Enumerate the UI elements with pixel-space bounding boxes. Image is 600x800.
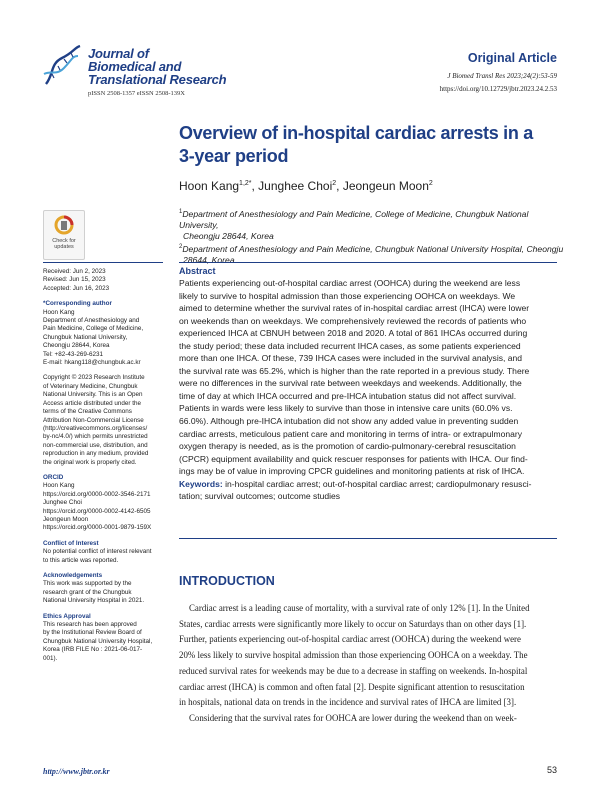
badge-line: Check for	[52, 238, 76, 244]
info-line: Attribution Non-Commercial License	[43, 416, 144, 424]
section-heading: Acknowledgements	[43, 572, 103, 579]
section-heading: Ethics Approval	[43, 612, 91, 620]
article-dates	[43, 268, 171, 293]
corresponding-author	[43, 300, 171, 367]
info-line: Copyright © 2023 Research Institute	[43, 374, 145, 382]
journal-name-line: Journal of	[88, 46, 149, 61]
introduction-heading: INTRODUCTION	[179, 574, 275, 588]
journal-logo-dna-icon	[40, 44, 84, 88]
orcid-link[interactable]: https://orcid.org/0000-0001-9879-159X	[43, 524, 152, 532]
abstract-line: more than one IHCA. Of these, 739 IHCA cases were included in the survival analysis, and	[179, 353, 523, 364]
author-affiliation-mark: 2	[428, 180, 433, 187]
paper-title-line: Overview of in-hospital cardiac arrests in a	[179, 123, 533, 143]
info-line: This work was supported by the	[43, 580, 132, 588]
info-line: to this article was reported.	[43, 556, 119, 564]
abstract-line: Patients experiencing out-of-hospital cardiac arrest (OOHCA) during the weekend are less	[179, 278, 521, 288]
orcid-author: Jeongeun Moon	[43, 515, 89, 523]
license-link[interactable]: (http://creativecommons.org/licenses/	[43, 424, 148, 432]
page-number: 53	[546, 765, 557, 775]
intro-line: in hospitals, national data on trends in the incidence and survival rates of IHCA are limited [3].	[179, 697, 517, 708]
info-line: Pain Medicine, College of Medicine,	[43, 325, 144, 333]
intro-line: cardiac arrest (IHCA) is common and often fatal [2]. Despite significant attention to resuscitation	[179, 681, 525, 692]
abstract-line: the survival rate was 65.2%, which is higher than the rate reported in a previous study. There	[179, 365, 530, 376]
abstract-line: oxygen therapy is needed, as is the promotion of cardio-pulmonary-cerebral resuscitation	[179, 441, 516, 452]
info-line: Tel: +82-43-269-6231	[43, 350, 104, 358]
email-link[interactable]: E-mail: hkang118@chungbuk.ac.kr	[43, 359, 141, 367]
affiliation-number: 2	[179, 243, 183, 250]
journal-name	[88, 47, 226, 86]
ethics-approval	[43, 613, 171, 663]
info-line: research grant of the Chungbuk	[43, 588, 132, 596]
info-line: Hoon Kang	[43, 308, 75, 316]
info-line: of Veterinary Medicine, Chungbuk	[43, 382, 138, 390]
abstract-line: 66.0%). Although pre-IHCA intubation did not show any added value in preventing sudden	[179, 416, 519, 427]
section-heading: Conflict of Interest	[43, 539, 99, 547]
affiliation	[179, 207, 564, 231]
issn: pISSN 2508-1357 eISSN 2508-139X	[88, 90, 185, 97]
intro-line: 20% less likely to survive hospital admission than those experiencing OOHCA on a weekday. The	[179, 650, 528, 661]
badge-label	[44, 238, 84, 250]
orcid-author: Junghee Choi	[43, 499, 82, 507]
section-heading: *Corresponding author	[43, 300, 112, 308]
author-name: Hoon Kang	[179, 179, 240, 193]
abstract-line: experienced IHCA at CBNUH between 2018 and 2020. A total of 861 IHCAs occurred during	[179, 328, 528, 339]
journal-name-line: Translational Research	[88, 72, 227, 87]
info-line: Cheongju 28644, Korea	[43, 342, 110, 350]
article-type: Original Article	[467, 51, 557, 65]
abstract-line: were no differences in the survival rate between weekdays and weekends. Additionally, the	[179, 378, 522, 389]
abstract-bottom-rule	[179, 538, 557, 539]
intro-line: Further, patients experiencing out-of-hospital cardiac arrest (OOHCA) during the weekend were	[179, 634, 521, 645]
sidebar-divider	[43, 262, 163, 263]
date-line: Accepted: Jun 16, 2023	[43, 284, 110, 292]
abstract-top-rule	[179, 262, 557, 263]
introduction-text	[179, 601, 557, 727]
intro-line: States, cardiac arrests were significantly more likely to occur on Saturdays than on other days [1].	[179, 618, 527, 629]
info-line: the original work is properly cited.	[43, 458, 137, 466]
info-line: No potential conflict of interest relevant	[43, 548, 152, 556]
info-line: by the Institutional Review Board of	[43, 629, 142, 637]
orcid-link[interactable]: https://orcid.org/0000-0002-4142-6505	[43, 507, 151, 515]
author-name: , Junghee Choi	[251, 179, 333, 193]
paper-title-line: 3-year period	[179, 146, 289, 166]
conflict-of-interest	[43, 540, 171, 565]
orcid-link[interactable]: https://orcid.org/0000-0002-3546-2171	[43, 490, 151, 498]
abstract-line: on weekends than on weekdays. We comprehensively reviewed the records of patients who	[179, 315, 527, 326]
abstract-line: time of day at which IHCA occurred and pre-IHCA intubation status did not affect survival.	[179, 390, 517, 401]
info-line: Access article distributed under the	[43, 399, 142, 407]
bookmark-icon	[54, 215, 74, 237]
doi-link[interactable]: https://doi.org/10.12729/jbtr.2023.24.2.53	[439, 85, 557, 93]
info-line: terms of the Creative Commons	[43, 408, 132, 416]
info-line: Chungbuk National University,	[43, 333, 128, 341]
journal-name-line: Biomedical and	[88, 59, 182, 74]
intro-line: Cardiac arrest is a leading cause of mortality, with a survival rate of only 12% [1]. In the United	[189, 603, 530, 613]
affiliation-text: Department of Anesthesiology and Pain Medicine, College of Medicine, Chungbuk National University,	[179, 208, 529, 230]
author-name: , Jeongeun Moon	[336, 179, 429, 193]
journal-url-link[interactable]: http://www.jbtr.or.kr	[43, 767, 110, 776]
abstract-line: the study period; these data included recurrent IHCA cases, as some patients experienced	[179, 340, 521, 351]
info-line: Department of Anesthesiology and	[43, 317, 140, 325]
affiliation	[179, 242, 564, 255]
info-line: reproduction in any medium, provided	[43, 450, 149, 458]
date-line: Received: Jun 2, 2023	[43, 268, 106, 275]
abstract-line: aimed to determine whether the survival rates of in-hospital cardiac arrest (IHCA) were lower	[179, 303, 530, 314]
keywords-line	[179, 478, 557, 491]
badge-line: updates	[54, 244, 74, 250]
keywords-label: Keywords:	[179, 478, 223, 489]
abstract-heading: Abstract	[179, 266, 216, 276]
article-info-sidebar	[43, 268, 171, 670]
acknowledgements	[43, 572, 171, 606]
orcid-author: Hoon Kang	[43, 482, 75, 490]
orcid-list	[43, 474, 171, 533]
affiliations	[179, 207, 564, 266]
intro-line: reduced survival rates for weekends may be due to a decrease in staffing on weekends. In-hospital	[179, 665, 528, 676]
check-for-updates-badge[interactable]	[43, 210, 85, 260]
date-line: Revised: Jun 15, 2023	[43, 276, 106, 284]
affiliation-text: 28644, Korea	[183, 254, 235, 265]
info-line: by-nc/4.0/) which permits unrestricted	[43, 433, 148, 441]
copyright-notice	[43, 374, 171, 466]
info-line: National University Hospital in 2021.	[43, 597, 145, 605]
author-affiliation-mark: 2	[332, 180, 337, 187]
abstract-line: Patients in wards were less likely to survive than those in intensive care units (60.0% vs.	[179, 403, 513, 414]
abstract-text	[179, 277, 557, 503]
info-line: non-commercial use, distribution, and	[43, 441, 148, 449]
keywords-text: in-hospital cardiac arrest; out-of-hospital cardiac arrest; cardiopulmonary resusci-	[222, 478, 532, 489]
citation: J Biomed Transl Res 2023;24(2):53-59	[447, 72, 557, 80]
abstract-line: ings may be of value in improving CPCR guidelines and monitoring patients at risk of IHCA.	[179, 466, 525, 477]
abstract-line: cardiac arrests, meticulous patient care and monitoring in terms of intra- or extrapulmonary	[179, 428, 522, 439]
abstract-line: likely to survive to hospital admission than those experiencing OOHCA on weekdays. We	[179, 290, 516, 301]
paper-title	[179, 122, 559, 168]
intro-line: Considering that the survival rates for OOHCA are lower during the weekend than on week-	[189, 712, 517, 723]
affiliation-text: Department of Anesthesiology and Pain Medicine, Chungbuk National University Hospital, Cheongju	[182, 243, 564, 254]
abstract-line: (CPCR) equipment availability and quick rescuer responses for patients with IHCA. Our find-	[179, 453, 528, 464]
info-line: This research has been approved	[43, 621, 137, 629]
section-heading: ORCID	[43, 473, 64, 481]
affiliation-number: 1	[179, 209, 183, 215]
info-line: 001).	[43, 654, 58, 662]
author-list	[179, 179, 433, 193]
info-line: National University. This is an Open	[43, 391, 143, 399]
info-line: Korea (IRB FILE No : 2021-06-017-	[43, 646, 143, 654]
keywords-text: tation; survival outcomes; outcome studies	[179, 491, 341, 502]
author-affiliation-mark: 1,2*	[239, 180, 252, 187]
info-line: Chungbuk National University Hospital,	[43, 637, 153, 645]
affiliation-text: Cheongju 28644, Korea	[183, 230, 274, 241]
